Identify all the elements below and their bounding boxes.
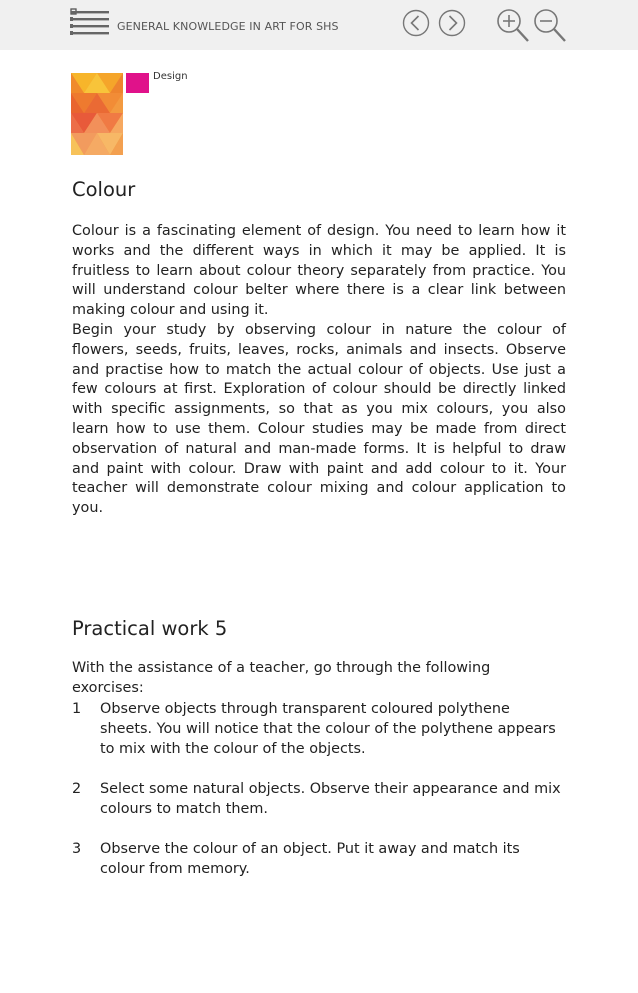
practical-intro: With the assistance of a teacher, go through the following exorcises: — [72, 660, 491, 696]
list-item-text: Select some natural objects. Observe their appearance and mix colours to match them. — [100, 781, 561, 817]
color-mosaic-graphic — [71, 73, 123, 155]
section-heading-colour: Colour — [72, 178, 136, 201]
list-item-text: Observe the colour of an object. Put it away and match its colour from memory. — [100, 841, 520, 877]
menu-icon[interactable] — [70, 8, 110, 36]
chevron-left-icon[interactable] — [401, 8, 431, 38]
top-toolbar — [0, 0, 638, 50]
list-item-number: 2 — [72, 781, 82, 797]
zoom-in-icon[interactable] — [496, 8, 530, 44]
zoom-out-icon[interactable] — [533, 8, 567, 44]
section-color-swatch — [126, 73, 149, 93]
list-item-number: 3 — [72, 841, 82, 857]
paragraph: Begin your study by observing colour in nature the colour of flowers, seeds, fruits, leaves, rocks, animals and insects. Observe and practise how to match the actual colour of objects. Use just a few colours at first. Exploration of colour should be directly linked with specific assignments, so that as you mix colours, you also learn how to use them. Colour studies may be made from direct observation of natural and man-made forms. It is helpful to draw and paint with colour. Draw with paint and add colour to it. Your teacher will demonstrate colour mixing and colour application to you. — [72, 322, 566, 517]
book-title: GENERAL KNOWLEDGE IN ART FOR SHS — [117, 20, 339, 33]
list-item-text: Observe objects through transparent coloured polythene sheets. You will notice that the colour of the polythene appears to mix with the colour of the objects. — [100, 701, 556, 757]
paragraph: Colour is a fascinating element of design. You need to learn how it works and the different ways in which it may be applied. It is fruitless to learn about colour theory separately from practice. You will understand colour belter where there is a clear link between making colour and using it. — [72, 223, 566, 319]
list-item-number: 1 — [72, 701, 82, 717]
section-heading-practical-work: Practical work 5 — [72, 617, 228, 640]
section-tag: Design — [153, 71, 188, 82]
chevron-right-icon[interactable] — [437, 8, 467, 38]
